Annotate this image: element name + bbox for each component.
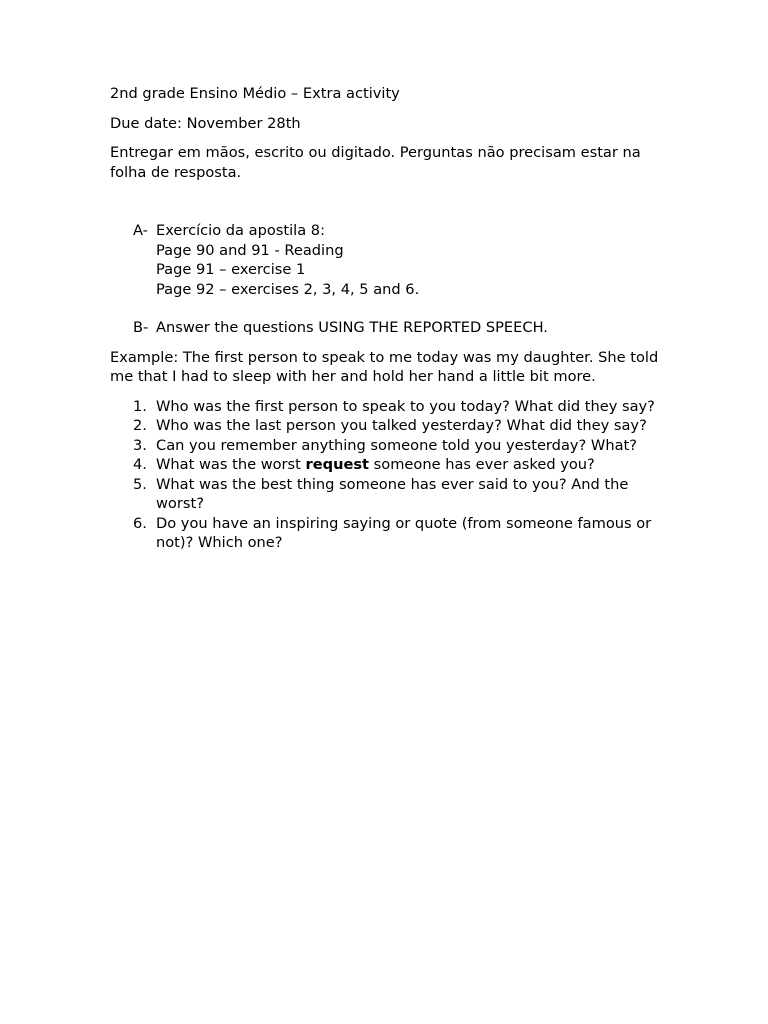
section-b xyxy=(110,318,670,338)
section-a-line: Page 90 and 91 - Reading xyxy=(156,241,344,259)
question-bold-word: request xyxy=(305,456,370,473)
questions-list xyxy=(110,397,670,553)
section-a-marker-cell xyxy=(110,221,156,299)
list-item xyxy=(110,436,670,456)
list-item xyxy=(110,455,670,475)
question-number: 5. xyxy=(133,475,147,493)
example-paragraph: Example: The first person to speak to me today was my daughter. She told me that I had to sleep with her and hold her hand a little bit more. xyxy=(110,348,659,385)
question-number: 3. xyxy=(133,436,147,454)
section-b-marker: B- xyxy=(133,319,149,336)
section-a-row xyxy=(110,221,670,299)
question-text: What was the best thing someone has ever said to you? And the worst? xyxy=(156,475,629,512)
section-a-marker: A- xyxy=(133,222,148,239)
section-b-text: Answer the questions USING THE REPORTED SPEECH. xyxy=(156,319,548,336)
question-text-after: someone has ever asked you? xyxy=(369,456,595,473)
section-a-line: Page 91 – exercise 1 xyxy=(156,261,306,278)
due-date: Due date: November 28th xyxy=(110,114,301,132)
document-title: 2nd grade Ensino Médio – Extra activity xyxy=(110,85,400,102)
question-text-before: What was the worst xyxy=(156,456,306,473)
document-body xyxy=(110,84,670,553)
list-item xyxy=(110,416,670,436)
list-item xyxy=(110,397,670,417)
question-text: Do you have an inspiring saying or quote (from someone famous or not)? Which one? xyxy=(156,514,652,551)
instructions-paragraph: Entregar em mãos, escrito ou digitado. Perguntas não precisam estar na folha de resposta. xyxy=(110,144,641,181)
section-a-body xyxy=(156,221,670,299)
section-b-row xyxy=(110,318,670,338)
question-number: 4. xyxy=(133,456,147,473)
section-a xyxy=(110,221,670,299)
list-item xyxy=(110,514,670,553)
question-text: Who was the last person you talked yesterday? What did they say? xyxy=(156,417,647,434)
question-number: 2. xyxy=(133,417,147,434)
question-number: 1. xyxy=(133,397,147,415)
question-text: Who was the first person to speak to you today? What did they say? xyxy=(156,397,655,415)
question-text xyxy=(156,455,670,475)
list-item xyxy=(110,475,670,514)
section-b-marker-cell xyxy=(110,318,156,338)
section-a-line: Exercício da apostila 8: xyxy=(156,222,325,239)
question-number: 6. xyxy=(133,514,147,532)
section-a-line: Page 92 – exercises 2, 3, 4, 5 and 6. xyxy=(156,280,420,298)
question-text: Can you remember anything someone told you yesterday? What? xyxy=(156,436,637,454)
